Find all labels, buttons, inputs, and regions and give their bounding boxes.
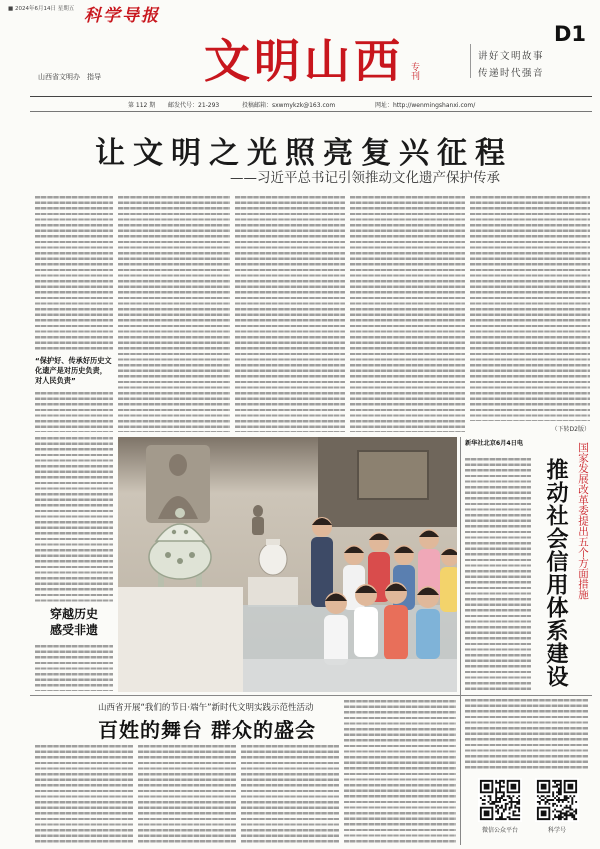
qr-label-wechat: 微信公众平台	[481, 827, 518, 834]
display-plinth	[118, 587, 243, 692]
article-body-text	[35, 196, 113, 352]
article-body-text	[138, 745, 236, 845]
article-body-text	[465, 699, 588, 772]
child-visitor	[354, 584, 378, 657]
article-body-text	[350, 196, 465, 432]
slogan-line-1: 讲好文明故事	[478, 51, 545, 62]
credit-dateline: 新华社北京6月4日电	[465, 440, 524, 447]
edition-tag: 专刊	[409, 62, 419, 80]
article-body-text	[344, 700, 456, 845]
caption-line-2: 感受非遗	[49, 623, 98, 637]
article-body-text	[465, 458, 531, 690]
credit-kicker: 国家发展改革委提出五个方面措施	[577, 442, 589, 600]
article-body-text	[35, 437, 113, 602]
article-body-text	[35, 392, 113, 432]
submission-email: 投稿邮箱：sxwmykzk@163.com	[242, 102, 336, 109]
column-divider	[460, 437, 461, 845]
wechat-qr-code[interactable]	[478, 778, 522, 822]
continued-note: （下转D2版）	[551, 426, 590, 433]
festival-kicker: 山西省开展“我们的节日·端午”新时代文明实践示范性活动	[98, 703, 314, 713]
newspaper-logo: 科学导报	[84, 6, 160, 26]
pull-quote: “保护好、传承好历史文化遗产是对历史负责，对人民负责”	[35, 356, 112, 385]
child-visitor	[324, 592, 348, 665]
issue-number: 第 112 期	[128, 102, 156, 109]
postal-code: 邮发代号：21-293	[168, 102, 220, 109]
guidance-credit: 山西省文明办 指导	[38, 73, 101, 81]
issue-date: ■ 2024年6月14日 星期五	[8, 6, 75, 12]
child-visitor	[384, 582, 408, 660]
qr-label-kexuehao: 科学号	[547, 827, 566, 834]
lead-headline: 让文明之光照亮复兴征程	[95, 136, 513, 171]
article-body-text	[35, 745, 133, 845]
small-figurine	[252, 505, 264, 535]
wall-painting	[358, 451, 428, 499]
caption-line-1: 穿越历史	[49, 607, 98, 621]
child-visitor	[416, 586, 440, 659]
section-title: 文明山西	[204, 34, 404, 88]
slogan-line-2: 传递时代强音	[478, 68, 545, 79]
info-bar-rule	[30, 111, 592, 112]
festival-headline: 百姓的舞台 群众的盛会	[98, 718, 316, 742]
child-visitor	[440, 548, 457, 612]
website-url: 网址：http://wenmingshanxi.com/	[375, 102, 476, 109]
credit-headline: 推动社会信用体系建设	[543, 458, 569, 688]
lead-subheadline: ——习近平总书记引领推动文化遗产保护传承	[230, 170, 500, 186]
caption-body-text	[35, 645, 113, 691]
article-body-text	[235, 196, 345, 432]
article-body-text	[470, 196, 590, 421]
photo-caption-title	[35, 606, 113, 638]
section-rule	[30, 695, 592, 696]
slogan-divider	[470, 44, 471, 78]
kexuehao-qr-code[interactable]	[535, 778, 579, 822]
page-number: D1	[554, 22, 587, 46]
article-body-text	[241, 745, 339, 845]
display-case-front	[243, 659, 457, 692]
article-body-text	[118, 196, 230, 432]
adult-visitor	[311, 517, 333, 607]
masthead-rule	[30, 96, 592, 97]
exhibition-photo	[118, 437, 457, 692]
